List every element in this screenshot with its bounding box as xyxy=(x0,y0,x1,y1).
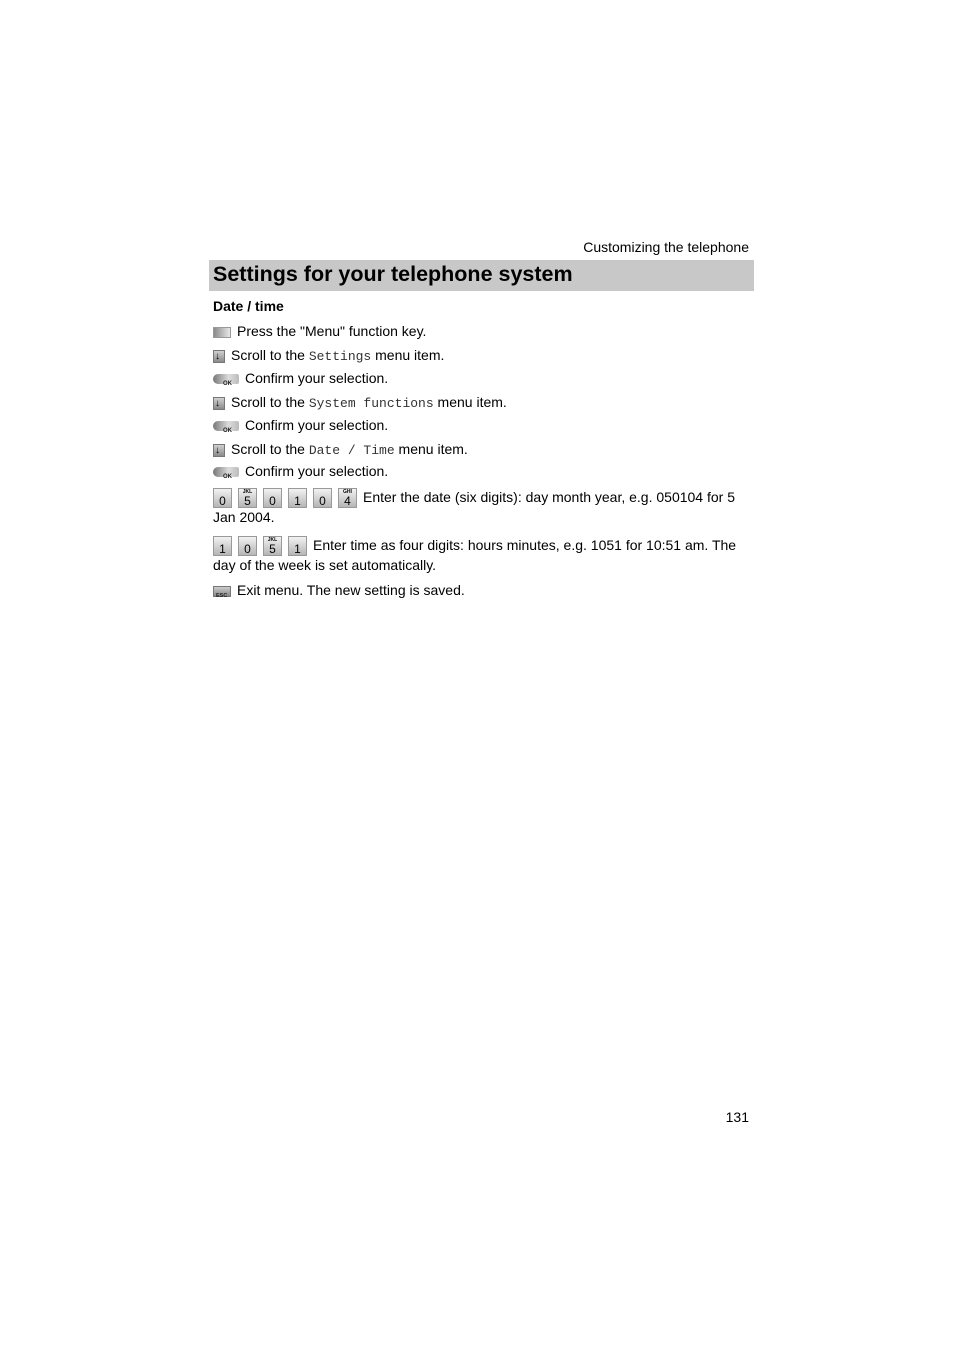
keypad-5-key-icon xyxy=(238,488,257,508)
step-scroll-date-time xyxy=(213,440,749,460)
key-digit: 1 xyxy=(294,542,301,557)
key-digit: 5 xyxy=(244,494,251,509)
step-text: Enter the date (six digits): day month year, e.g. 050104 for 5 Jan 2004. xyxy=(213,489,735,526)
keypad-1-key-icon xyxy=(288,488,307,508)
step-scroll-system-functions xyxy=(213,393,749,413)
esc-key-icon xyxy=(213,586,231,597)
scroll-down-key-icon xyxy=(213,397,225,410)
page-number: 131 xyxy=(725,1109,749,1125)
ok-key-icon xyxy=(213,467,239,477)
keypad-5-key-icon xyxy=(263,536,282,556)
scroll-down-key-icon xyxy=(213,350,225,363)
key-digit: 4 xyxy=(344,494,351,509)
key-digit: 0 xyxy=(319,494,326,509)
step-enter-date xyxy=(213,488,749,526)
title-bar xyxy=(209,260,754,291)
key-digit: 1 xyxy=(219,542,226,557)
step-text: Confirm your selection. xyxy=(245,417,389,433)
key-digit: 0 xyxy=(269,494,276,509)
step-enter-time xyxy=(213,536,749,574)
ok-key-icon xyxy=(213,374,239,384)
keypad-0-key-icon xyxy=(263,488,282,508)
key-letters: JKL xyxy=(242,489,253,496)
step-exit xyxy=(213,581,749,599)
step-scroll-settings xyxy=(213,346,749,366)
menu-item-date-time: Date / Time xyxy=(308,443,395,458)
step-press-menu xyxy=(213,322,749,340)
ok-key-icon xyxy=(213,421,239,431)
step-text: menu item. xyxy=(375,347,445,363)
step-text: Exit menu. The new setting is saved. xyxy=(237,582,465,598)
key-digit: 0 xyxy=(244,542,251,557)
key-digit: 5 xyxy=(269,542,276,557)
keypad-1-key-icon xyxy=(288,536,307,556)
step-text: Scroll to the xyxy=(231,394,305,410)
step-text: Enter time as four digits: hours minutes, e.g. 1051 for 10:51 am. The day of the week is set automatically. xyxy=(213,537,737,574)
key-letters: JKL xyxy=(267,537,278,544)
step-text: Press the "Menu" function key. xyxy=(237,323,427,339)
keypad-0-key-icon xyxy=(213,488,232,508)
step-confirm-1 xyxy=(213,369,749,387)
keypad-0-key-icon xyxy=(313,488,332,508)
page-title: Settings for your telephone system xyxy=(213,262,573,286)
menu-item-system-functions: System functions xyxy=(308,396,434,411)
step-confirm-3 xyxy=(213,462,749,480)
step-confirm-2 xyxy=(213,416,749,434)
key-letters: GHI xyxy=(343,489,352,496)
step-text: menu item. xyxy=(398,441,468,457)
menu-item-settings: Settings xyxy=(308,349,372,364)
key-digit: 1 xyxy=(294,494,301,509)
step-text: Scroll to the xyxy=(231,347,305,363)
step-text: Scroll to the xyxy=(231,441,305,457)
menu-key-icon xyxy=(213,327,231,338)
step-text: Confirm your selection. xyxy=(245,463,389,479)
section-title: Date / time xyxy=(213,298,284,314)
key-digit: 0 xyxy=(219,494,226,509)
scroll-down-key-icon xyxy=(213,444,225,457)
keypad-1-key-icon xyxy=(213,536,232,556)
keypad-0-key-icon xyxy=(238,536,257,556)
step-text: menu item. xyxy=(437,394,507,410)
chapter-header: Customizing the telephone xyxy=(583,239,749,255)
step-text: Confirm your selection. xyxy=(245,370,389,386)
keypad-4-key-icon xyxy=(338,488,357,508)
